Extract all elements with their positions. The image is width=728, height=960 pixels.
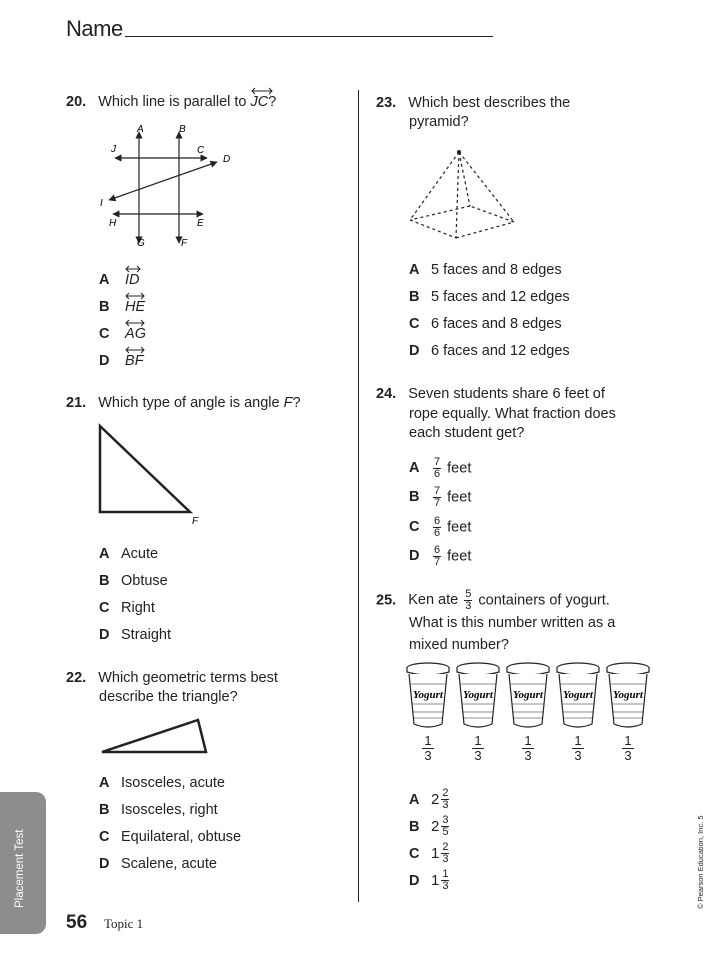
yogurt-label: Yogurt (413, 689, 443, 701)
q24-number: 24. (376, 386, 397, 402)
q24-option-c[interactable]: C $\frac{6}{6}$ feet (409, 515, 472, 539)
yogurt-label: Yogurt (563, 689, 593, 701)
q23-option-a[interactable]: A 5 faces and 8 edges (409, 262, 562, 278)
q22-option-b[interactable]: B Isosceles, right (99, 802, 218, 818)
q21-angle: F (283, 395, 293, 411)
column-divider (358, 90, 359, 902)
cup-fraction: $\frac{1}{3}$ (524, 733, 532, 763)
q20-option-d[interactable]: D BF (99, 353, 144, 369)
yogurt-cup (604, 660, 652, 770)
q24-prompt (376, 385, 616, 444)
label-F: F (181, 238, 188, 249)
line-ID (109, 162, 217, 200)
q24-text-line2: rope equally. What fraction does (409, 405, 616, 422)
label-J: J (111, 144, 116, 155)
q25-fraction: $\frac{5}{3}$ (465, 588, 472, 612)
yogurt-cup-icon (404, 660, 452, 730)
yogurt-label: Yogurt (613, 689, 643, 701)
yogurt-cup-icon (604, 660, 652, 730)
q25-prompt (376, 589, 615, 656)
copyright-notice: © Pearson Education, Inc. 5 (696, 815, 705, 909)
q20-option-a[interactable]: A ID (99, 272, 140, 288)
q20-line-name: JC (251, 94, 269, 110)
q21-number: 21. (66, 395, 87, 411)
q22-text-line2: describe the triangle? (99, 689, 238, 705)
q23-prompt (376, 94, 570, 132)
name-label: Name (66, 16, 123, 41)
q24-option-a[interactable]: A $\frac{7}{6}$ feet (409, 456, 472, 480)
yogurt-label: Yogurt (463, 689, 493, 701)
label-E: E (197, 218, 204, 229)
q22-option-d[interactable]: D Scalene, acute (99, 856, 217, 872)
q22-number: 22. (66, 670, 87, 686)
q22-scalene-triangle-figure (98, 716, 212, 756)
q25-option-d[interactable]: D 1 $\frac{1}{3}$ (409, 868, 449, 892)
q23-option-d[interactable]: D 6 faces and 12 edges (409, 343, 570, 359)
yogurt-cup (404, 660, 452, 770)
cup-fraction: $\frac{1}{3}$ (474, 733, 482, 763)
q21-option-d[interactable]: D Straight (99, 627, 171, 643)
yogurt-cup-icon (454, 660, 502, 730)
q22-prompt (66, 669, 278, 707)
q20-option-c[interactable]: C AG (99, 326, 146, 342)
q25-option-c[interactable]: C 1 $\frac{2}{3}$ (409, 841, 449, 865)
q25-text-line2: What is this number written as a (409, 615, 616, 631)
q23-text-line2: pyramid? (409, 114, 469, 130)
cup-fraction: $\frac{1}{3}$ (574, 733, 582, 763)
yogurt-cup (454, 660, 502, 770)
placement-test-label: Placement Test (14, 829, 26, 908)
q20-text-end: ? (268, 94, 277, 110)
label-A: A (137, 124, 144, 135)
q21-option-c[interactable]: C Right (99, 600, 155, 616)
q21-text: Which type of angle is angle (98, 395, 280, 411)
q25-text-line3: mixed number? (409, 637, 509, 653)
q23-text-line1: Which best describes the (408, 95, 571, 111)
q20-text: Which line is parallel to (98, 94, 247, 110)
q25-number: 25. (376, 592, 397, 609)
q22-option-a[interactable]: A Isosceles, acute (99, 775, 225, 791)
q24-option-b[interactable]: B $\frac{7}{7}$ feet (409, 485, 472, 509)
q21-text-end: ? (292, 395, 301, 411)
cup-fraction: $\frac{1}{3}$ (624, 733, 632, 763)
q25-yogurt-cups (404, 660, 662, 770)
q21-option-a[interactable]: A Acute (99, 546, 159, 562)
yogurt-label: Yogurt (513, 689, 543, 701)
double-arrow-icon (250, 87, 274, 95)
q24-text-line1: Seven students share 6 feet of (408, 386, 605, 402)
label-G: G (137, 238, 145, 249)
q20-option-b[interactable]: B HE (99, 299, 145, 315)
q22-option-c[interactable]: C Equilateral, obtuse (99, 829, 242, 845)
yogurt-cup (554, 660, 602, 770)
q24-text-line3: each student get? (409, 425, 525, 441)
label-H: H (109, 218, 117, 229)
label-C: C (197, 145, 205, 156)
q23-option-c[interactable]: C 6 faces and 8 edges (409, 316, 562, 332)
q20-number: 20. (66, 94, 87, 110)
topic-label: Topic 1 (104, 916, 144, 931)
q24-option-d[interactable]: D $\frac{6}{7}$ feet (409, 544, 472, 568)
name-blank-line (125, 36, 493, 37)
label-F-angle: F (192, 516, 199, 526)
cup-fraction: $\frac{1}{3}$ (424, 733, 432, 763)
label-B: B (179, 124, 186, 135)
q25-text: Ken ate (408, 592, 459, 609)
q23-number: 23. (376, 95, 397, 111)
q23-pyramid-figure (404, 148, 520, 244)
q21-right-triangle-figure (96, 422, 206, 526)
q25-option-a[interactable]: A 2 $\frac{2}{3}$ (409, 787, 449, 811)
q21-prompt (66, 395, 301, 411)
yogurt-cup-icon (554, 660, 602, 730)
q20-parallel-lines-figure (95, 118, 245, 258)
page-number: 56 (66, 912, 88, 933)
q25-text-end: containers of yogurt. (478, 592, 610, 609)
q25-option-b[interactable]: B 2 $\frac{3}{5}$ (409, 814, 449, 838)
yogurt-cup (504, 660, 552, 770)
yogurt-cup-icon (504, 660, 552, 730)
label-D: D (223, 154, 231, 165)
q23-option-b[interactable]: B 5 faces and 12 edges (409, 289, 570, 305)
q22-text-line1: Which geometric terms best (98, 670, 278, 686)
q21-option-b[interactable]: B Obtuse (99, 573, 168, 589)
label-I: I (100, 198, 103, 209)
q20-prompt (66, 94, 276, 110)
